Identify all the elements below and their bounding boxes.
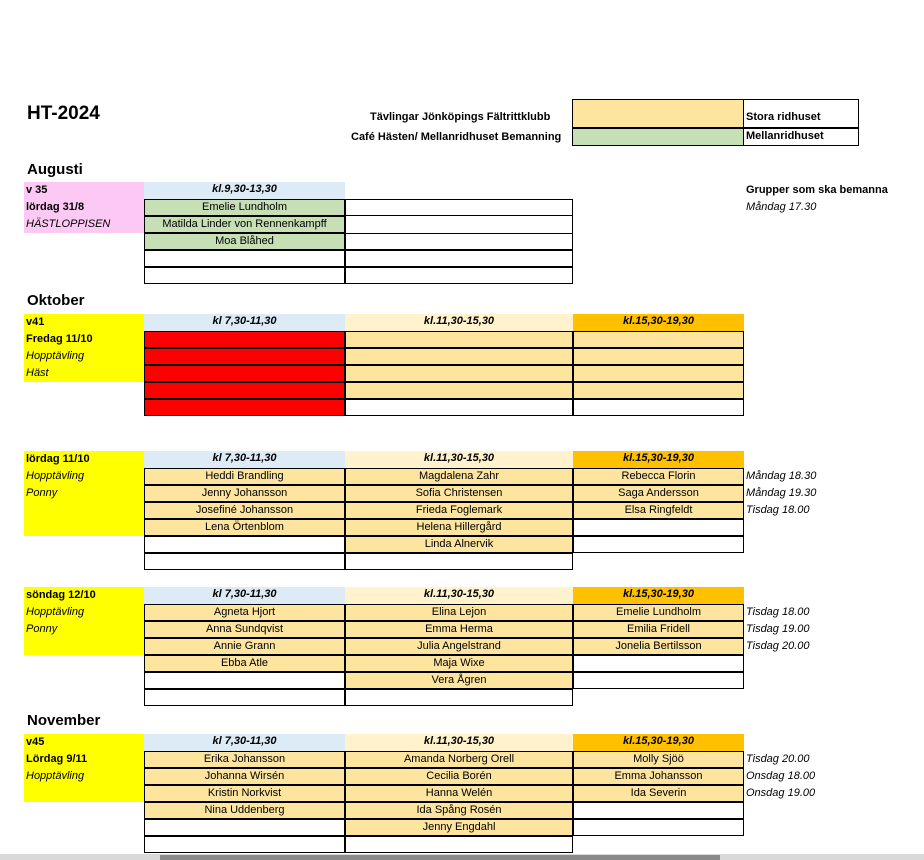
nov-event: Hopptävling — [26, 770, 85, 782]
aug-week: v 35 — [26, 184, 48, 196]
okt3-time-1: kl 7,30-11,30 — [144, 587, 345, 604]
okt1-col1-2 — [144, 348, 345, 365]
nov-col3-1: Molly Sjöö — [573, 751, 744, 768]
okt3-col2-2: Emma Herma — [345, 621, 573, 638]
okt3-col1-2: Anna Sundqvist — [144, 621, 345, 638]
okt1-col1-4 — [144, 382, 345, 399]
okt3-col2-6 — [345, 689, 573, 706]
groups-header: Grupper som ska bemanna — [746, 184, 888, 196]
month-november: November — [27, 712, 101, 729]
okt2-col2-1: Magdalena Zahr — [345, 468, 573, 485]
okt1-col3-1 — [573, 331, 744, 348]
okt1-col2-4 — [345, 382, 573, 399]
okt3-col1-4: Ebba Atle — [144, 655, 345, 672]
okt2-col3-4 — [573, 519, 744, 536]
nov-time-1: kl 7,30-11,30 — [144, 734, 345, 751]
legend-label-cafe: Café Hästen/ Mellanridhuset Bemanning — [351, 131, 562, 143]
okt1-time-3: kl.15,30-19,30 — [573, 314, 744, 331]
okt2-col1-5 — [144, 536, 345, 553]
legend-swatch-mellan — [572, 128, 744, 146]
nov-group-3: Onsdag 19.00 — [746, 787, 816, 799]
aug-empty-1 — [144, 250, 345, 267]
nov-group-2: Onsdag 18.00 — [746, 770, 816, 782]
okt3-group-1: Tisdag 18.00 — [746, 606, 810, 618]
nov-col2-5: Jenny Engdahl — [345, 819, 573, 836]
okt1-col2-3 — [345, 365, 573, 382]
okt1-day: Fredag 11/10 — [26, 333, 93, 345]
nov-col3-5 — [573, 819, 744, 836]
nov-col3-4 — [573, 802, 744, 819]
legend-label-competitions: Tävlingar Jönköpings Fältrittklubb — [370, 111, 551, 123]
nov-col2-4: Ida Spång Rosén — [345, 802, 573, 819]
okt1-time-1: kl 7,30-11,30 — [144, 314, 345, 331]
okt3-day: söndag 12/10 — [26, 589, 96, 601]
aug-col2-4 — [345, 250, 573, 267]
okt2-type: Ponny — [26, 487, 58, 499]
okt2-col1-6 — [144, 553, 345, 570]
okt2-group-3: Tisdag 18.00 — [746, 504, 810, 516]
nov-col1-6 — [144, 836, 345, 853]
okt2-time-2: kl.11,30-15,30 — [345, 451, 573, 468]
okt1-type: Häst — [26, 367, 49, 379]
okt3-col1-6 — [144, 689, 345, 706]
okt1-col3-5 — [573, 399, 744, 416]
page-title: HT-2024 — [27, 103, 100, 124]
aug-name-3: Moa Blåhed — [144, 233, 345, 250]
okt3-group-3: Tisdag 20.00 — [746, 640, 810, 652]
okt3-col2-1: Elina Lejon — [345, 604, 573, 621]
nov-col1-5 — [144, 819, 345, 836]
nov-col2-3: Hanna Welén — [345, 785, 573, 802]
nov-col3-2: Emma Johansson — [573, 768, 744, 785]
okt1-time-2: kl.11,30-15,30 — [345, 314, 573, 331]
aug-name-2: Matilda Linder von Rennenkampff — [144, 216, 345, 233]
okt1-col3-4 — [573, 382, 744, 399]
nov-col3-3: Ida Severin — [573, 785, 744, 802]
nov-col1-1: Erika Johansson — [144, 751, 345, 768]
okt2-time-3: kl.15,30-19,30 — [573, 451, 744, 468]
okt1-col1-5 — [144, 399, 345, 416]
okt2-group-1: Måndag 18.30 — [746, 470, 817, 482]
okt1-event: Hopptävling — [26, 350, 85, 362]
nov-group-1: Tisdag 20.00 — [746, 753, 810, 765]
okt3-time-3: kl.15,30-19,30 — [573, 587, 744, 604]
month-october: Oktober — [27, 292, 85, 309]
nov-day: Lördag 9/11 — [26, 753, 88, 765]
aug-event: HÄSTLOPPISEN — [26, 218, 111, 230]
legend-name-mellan: Mellanridhuset — [743, 128, 859, 146]
okt3-col1-3: Annie Grann — [144, 638, 345, 655]
okt3-col2-3: Julia Angelstrand — [345, 638, 573, 655]
aug-group: Måndag 17.30 — [746, 201, 817, 213]
okt3-col1-5 — [144, 672, 345, 689]
okt2-col3-3: Elsa Ringfeldt — [573, 502, 744, 519]
okt1-col1-1 — [144, 331, 345, 348]
okt2-col1-3: Josefiné Johansson — [144, 502, 345, 519]
okt2-group-2: Måndag 19.30 — [746, 487, 817, 499]
nov-col1-2: Johanna Wirsén — [144, 768, 345, 785]
okt3-col1-1: Agneta Hjort — [144, 604, 345, 621]
aug-col2-3 — [345, 233, 573, 250]
nov-time-3: kl.15,30-19,30 — [573, 734, 744, 751]
nov-col2-2: Cecilia Borén — [345, 768, 573, 785]
nov-col1-3: Kristin Norkvist — [144, 785, 345, 802]
okt3-col3-1: Emelie Lundholm — [573, 604, 744, 621]
okt2-col2-3: Frieda Foglemark — [345, 502, 573, 519]
aug-empty-2 — [144, 267, 345, 284]
okt1-col2-5 — [345, 399, 573, 416]
okt2-col1-4: Lena Örtenblom — [144, 519, 345, 536]
okt2-col1-1: Heddi Brandling — [144, 468, 345, 485]
okt3-col3-5 — [573, 672, 744, 689]
aug-col2-2 — [345, 216, 573, 233]
aug-col2-5 — [345, 267, 573, 284]
okt1-col1-3 — [144, 365, 345, 382]
okt1-col2-2 — [345, 348, 573, 365]
aug-name-1: Emelie Lundholm — [144, 199, 345, 216]
okt1-col2-1 — [345, 331, 573, 348]
okt3-col2-4: Maja Wixe — [345, 655, 573, 672]
okt3-group-2: Tisdag 19.00 — [746, 623, 810, 635]
okt2-col3-5 — [573, 536, 744, 553]
okt3-event: Hopptävling — [26, 606, 85, 618]
nov-col2-6 — [345, 836, 573, 853]
nov-col2-1: Amanda Norberg Orell — [345, 751, 573, 768]
okt3-col3-4 — [573, 655, 744, 672]
okt2-col2-5: Linda Alnervik — [345, 536, 573, 553]
nov-col1-4: Nina Uddenberg — [144, 802, 345, 819]
okt3-type: Ponny — [26, 623, 58, 635]
aug-day: lördag 31/8 — [26, 201, 85, 213]
okt2-time-1: kl 7,30-11,30 — [144, 451, 345, 468]
okt3-time-2: kl.11,30-15,30 — [345, 587, 573, 604]
legend-swatch-stora — [572, 99, 744, 128]
nov-week: v45 — [26, 736, 45, 748]
aug-time-header: kl.9,30-13,30 — [144, 182, 345, 199]
okt2-col3-2: Saga Andersson — [573, 485, 744, 502]
okt2-col2-4: Helena Hillergård — [345, 519, 573, 536]
okt2-col3-1: Rebecca Florin — [573, 468, 744, 485]
okt1-week: v41 — [26, 316, 45, 328]
okt1-col3-3 — [573, 365, 744, 382]
month-august: Augusti — [27, 161, 83, 178]
legend-name-stora: Stora ridhuset — [743, 99, 859, 128]
okt2-col2-6 — [345, 553, 573, 570]
okt2-col2-2: Sofia Christensen — [345, 485, 573, 502]
okt1-col3-2 — [573, 348, 744, 365]
aug-col2-1 — [345, 199, 573, 216]
okt3-col2-5: Vera Ågren — [345, 672, 573, 689]
okt2-day: lördag 11/10 — [26, 453, 90, 465]
nov-time-2: kl.11,30-15,30 — [345, 734, 573, 751]
okt3-col3-2: Emilia Fridell — [573, 621, 744, 638]
scrollbar-thumb[interactable] — [160, 855, 720, 860]
okt2-event: Hopptävling — [26, 470, 85, 482]
okt3-col3-3: Jonelia Bertilsson — [573, 638, 744, 655]
okt2-col1-2: Jenny Johansson — [144, 485, 345, 502]
